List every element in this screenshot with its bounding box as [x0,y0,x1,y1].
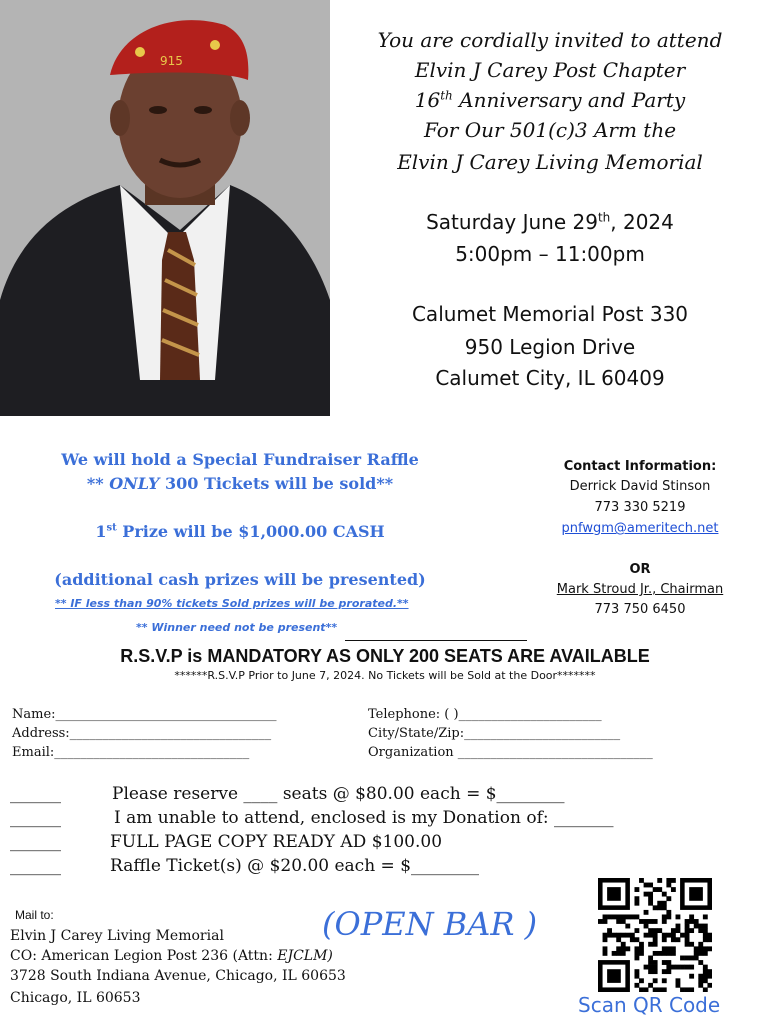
raffle-prorated-note: ** IF less than 90% tickets Sold prizes will be prorated.** [55,597,409,610]
qr-code-graphic [598,878,712,992]
contact-heading: Contact Information: [563,459,717,474]
address-field[interactable]: Address:_______________________________ [12,726,272,741]
reserve-seats-line[interactable]: Please reserve ____ seats @ $80.00 each = $________ [112,784,565,804]
invitation-line-2: Elvin J Carey Post Chapter [414,58,686,82]
raffle-winner-note: ** Winner need not be present** [136,621,338,634]
invitation-line-3: 16th Anniversary and Party [414,88,686,112]
full-page-ad-line[interactable]: FULL PAGE COPY READY AD $100.00 [110,832,443,852]
mail-line-3: 3728 South Indiana Avenue, Chicago, IL 60653 [10,968,346,984]
raffle-check-blank[interactable]: ______ [10,856,61,876]
raffle-ticket-line[interactable]: Raffle Ticket(s) @ $20.00 each = $________ [110,856,480,876]
organization-field[interactable]: Organization ______________________________ [368,745,653,760]
qr-code-icon[interactable] [598,878,712,992]
name-field[interactable]: Name:__________________________________ [12,707,277,722]
divider-line [345,640,527,641]
scan-qr-label: Scan QR Code [578,993,721,1017]
mail-line-2: CO: American Legion Post 236 (Attn: EJCLM) [10,948,333,964]
email-field[interactable]: Email:______________________________ [12,745,250,760]
reserve-check-blank[interactable]: ______ [10,784,61,804]
raffle-ticket-limit: ** ONLY 300 Tickets will be sold** [86,474,394,493]
contact-or: OR [629,562,651,577]
open-bar-banner: (OPEN BAR ) [322,905,538,943]
svg-text:915: 915 [160,54,183,68]
event-city: Calumet City, IL 60409 [435,366,665,390]
donation-check-blank[interactable]: ______ [10,808,61,828]
rsvp-heading: R.S.V.P is MANDATORY AS ONLY 200 SEATS ARE AVAILABLE [120,646,650,666]
mail-line-1: Elvin J Carey Living Memorial [10,928,224,944]
event-venue: Calumet Memorial Post 330 [411,302,689,326]
veteran-portrait-photo [0,0,330,416]
contact-name-1: Derrick David Stinson [569,479,711,494]
invitation-line-4: For Our 501(c)3 Arm the [423,118,677,142]
mail-line-4: Chicago, IL 60653 [10,990,141,1006]
contact-email-link[interactable]: pnfwgm@ameritech.net [561,521,719,536]
ad-check-blank[interactable]: ______ [10,832,61,852]
event-date: Saturday June 29th, 2024 [426,210,674,234]
portrait-illustration [0,0,330,416]
rsvp-subnote: ******R.S.V.P Prior to June 7, 2024. No Tickets will be Sold at the Door******* [174,669,596,682]
raffle-heading: We will hold a Special Fundraiser Raffle [61,450,419,469]
telephone-field[interactable]: Telephone: ( )______________________ [368,707,602,722]
event-time: 5:00pm – 11:00pm [455,242,645,266]
invitation-line-5: Elvin J Carey Living Memorial [397,150,703,174]
contact-phone-1: 773 330 5219 [594,500,686,515]
raffle-first-prize: 1st Prize will be $1,000.00 CASH [95,522,385,541]
mail-to-label: Mail to: [15,908,54,922]
city-state-zip-field[interactable]: City/State/Zip:________________________ [368,726,621,741]
invitation-line-1: You are cordially invited to attend [377,28,723,52]
raffle-additional-prizes: (additional cash prizes will be presented) [54,570,426,589]
contact-phone-2: 773 750 6450 [594,602,686,617]
contact-name-2: Mark Stroud Jr., Chairman [556,582,724,597]
event-street: 950 Legion Drive [464,335,636,359]
donation-line[interactable]: I am unable to attend, enclosed is my Donation of: _______ [114,808,614,828]
